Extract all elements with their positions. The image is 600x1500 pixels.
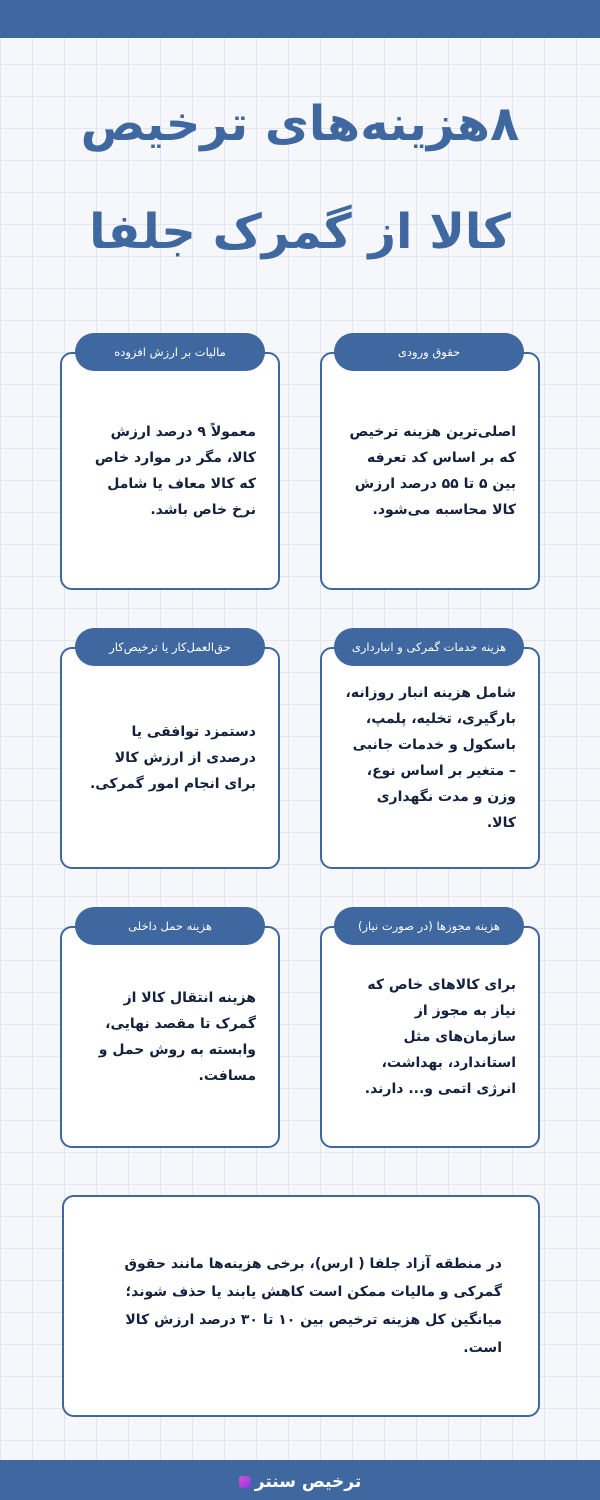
card-label-vat: مالیات بر ارزش افزوده [75, 333, 265, 371]
card-text-broker-fee: دستمزد توافقی یا درصدی از ارزش کالا برای انجام امور گمرکی. [89, 724, 256, 792]
brand-name: ترخیص سنتر [254, 1472, 362, 1492]
footer-bar [0, 1460, 600, 1500]
card-label-warehouse-services: هزینه خدمات گمرکی و انبارداری [334, 628, 524, 666]
card-label-broker-fee: حق‌العمل‌کار یا ترخیص‌کار [75, 628, 265, 666]
card-text-warehouse-services: شامل هزینه انبار روزانه، بارگیری، تخلیه، پلمپ، باسکول و خدمات جانبی – متغیر بر اساس نوع، وزن و مدت نگهداری کالا. [345, 685, 516, 831]
card-domestic-transport [60, 926, 280, 1148]
summary-note-text: در منطقه آزاد جلفا ( ارس)، برخی هزینه‌ها مانند حقوق گمرکی و مالیات ممکن است کاهش یابند یا حذف شوند؛ میانگین کل هزینه ترخیص بین ۱۰ تا ۳۰ درصد ارزش کالا است. [124, 1256, 502, 1356]
card-permits [320, 926, 540, 1148]
card-label-import-duty: حقوق ورودی [334, 333, 524, 371]
page-title-line-1: ۸هزینه‌های ترخیص [80, 96, 520, 152]
page-title-line-2: کالا از گمرک جلفا [89, 204, 511, 260]
brand-logo [0, 1472, 600, 1492]
top-bar [0, 0, 600, 38]
card-warehouse-services [320, 647, 540, 869]
card-text-import-duty: اصلی‌ترین هزینه ترخیص که بر اساس کد تعرفه بین ۵ تا ۵۵ درصد ارزش کالا محاسبه می‌شود. [349, 424, 516, 518]
card-vat [60, 352, 280, 590]
card-import-duty [320, 352, 540, 590]
card-label-domestic-transport: هزینه حمل داخلی [75, 907, 265, 945]
card-text-permits: برای کالاهای خاص که نیاز به مجوز از سازمان‌های مثل استاندارد، بهداشت، انرژی اتمی و... دارند. [364, 977, 516, 1097]
summary-note [62, 1195, 540, 1417]
card-text-domestic-transport: هزینه انتقال کالا از گمرک تا مقصد نهایی، وابسته به روش حمل و مسافت. [98, 990, 256, 1084]
card-text-vat: معمولاً ۹ درصد ارزش کالا، مگر در موارد خاص که کالا معاف یا شامل نرخ خاص باشد. [94, 424, 256, 518]
brand-logo-icon [239, 1476, 251, 1488]
card-label-permits: هزینه مجوزها (در صورت نیاز) [334, 907, 524, 945]
card-broker-fee [60, 647, 280, 869]
